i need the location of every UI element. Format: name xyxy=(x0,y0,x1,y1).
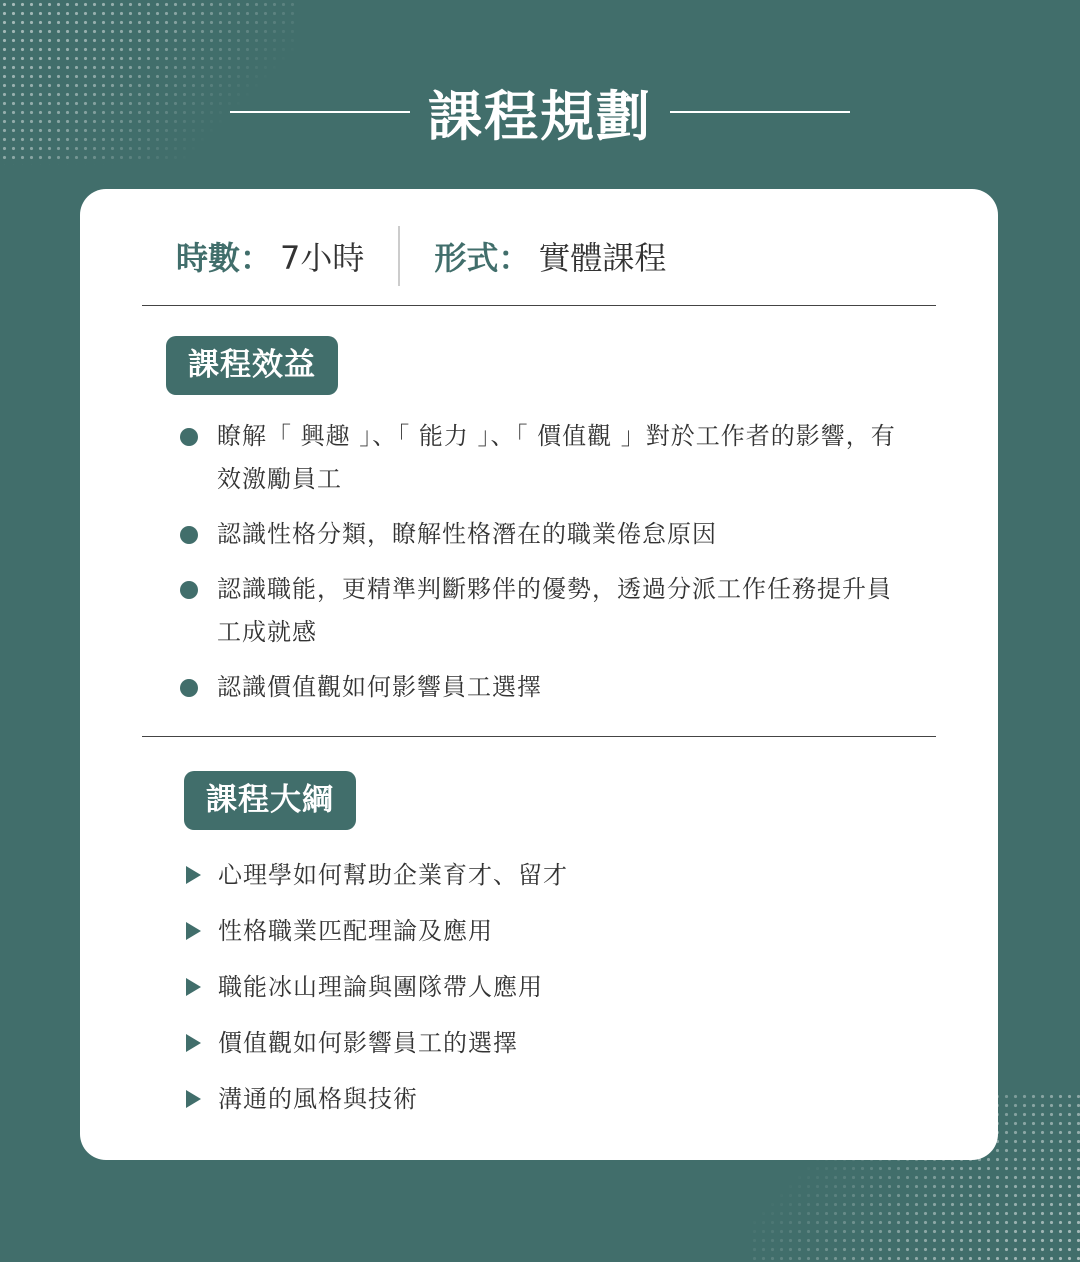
benefit-text: 認識職能，更精準判斷夥伴的優勢，透過分派工作任務提升員工成就感 xyxy=(217,575,892,646)
outline-item xyxy=(184,853,904,897)
page-title: 課程規劃 xyxy=(428,84,652,148)
outline-item xyxy=(184,909,904,953)
divider-top xyxy=(142,305,936,306)
title-line-right xyxy=(670,111,850,113)
filled-circle-icon xyxy=(180,428,198,446)
benefit-text: 認識價值觀如何影響員工選擇 xyxy=(217,673,542,701)
triangle-right-icon xyxy=(186,1034,201,1052)
outline-item xyxy=(184,1077,904,1121)
format-value: 實體課程 xyxy=(538,239,667,277)
meta-divider xyxy=(398,226,400,286)
hours-label: 時數： xyxy=(176,239,273,277)
outline-text: 溝通的風格與技術 xyxy=(218,1085,418,1113)
benefit-item xyxy=(180,415,900,501)
triangle-right-icon xyxy=(186,922,201,940)
title-row xyxy=(0,72,1080,152)
triangle-right-icon xyxy=(186,866,201,884)
course-meta-row xyxy=(176,225,666,287)
course-card xyxy=(80,189,998,1160)
outline-list xyxy=(184,853,904,1133)
benefit-text: 認識性格分類，瞭解性格潛在的職業倦怠原因 xyxy=(217,520,717,548)
benefit-item xyxy=(180,513,900,556)
benefits-tag: 課程效益 xyxy=(166,336,338,395)
triangle-right-icon xyxy=(186,978,201,996)
hours-value: 7小時 xyxy=(280,239,365,277)
benefit-text: 瞭解「 興趣 」、「 能力 」、「 價值觀 」對於工作者的影響，有效激勵員工 xyxy=(217,422,896,493)
filled-circle-icon xyxy=(180,526,198,544)
outline-text: 價值觀如何影響員工的選擇 xyxy=(218,1029,518,1057)
format-label: 形式： xyxy=(434,239,531,277)
outline-item xyxy=(184,965,904,1009)
triangle-right-icon xyxy=(186,1090,201,1108)
outline-text: 心理學如何幫助企業育才、留才 xyxy=(218,861,568,889)
filled-circle-icon xyxy=(180,581,198,599)
outline-item xyxy=(184,1021,904,1065)
outline-text: 性格職業匹配理論及應用 xyxy=(218,917,493,945)
filled-circle-icon xyxy=(180,679,198,697)
outline-text: 職能冰山理論與團隊帶人應用 xyxy=(218,973,543,1001)
divider-middle xyxy=(142,736,936,737)
title-line-left xyxy=(230,111,410,113)
benefit-item xyxy=(180,666,900,709)
outline-tag: 課程大綱 xyxy=(184,771,356,830)
benefits-list xyxy=(180,415,900,721)
benefit-item xyxy=(180,568,900,654)
